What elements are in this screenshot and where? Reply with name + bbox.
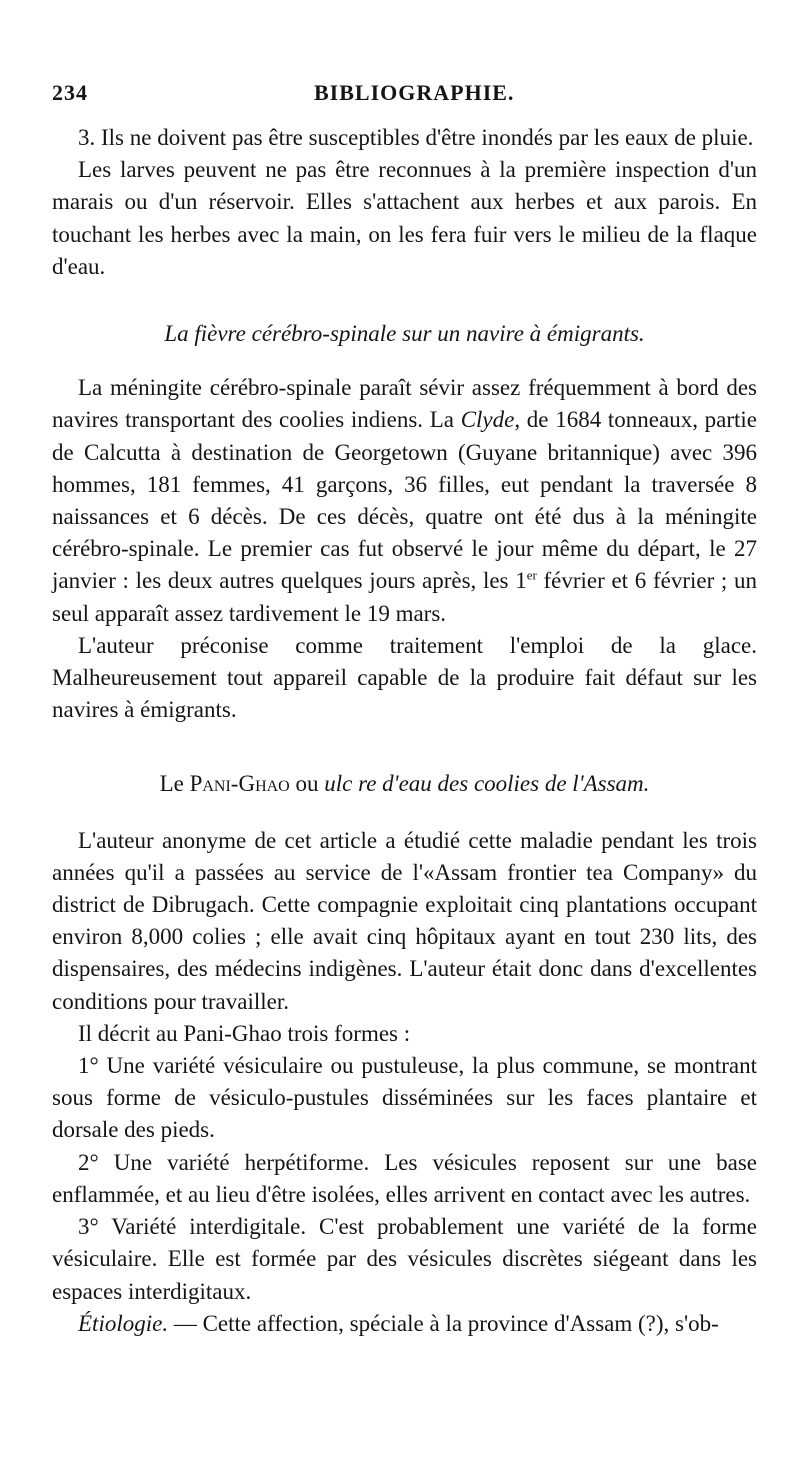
paragraph: L'auteur préconise comme traitement l'emploi de la glace. Malheureusement tout appareil capable de la produire fait défaut sur les navires à émigrants. — [52, 632, 757, 723]
title-part: ulc re d'eau des coolies de l'Assam. — [324, 771, 650, 797]
body-text — [52, 122, 757, 1340]
text-run: La méningite cérébro-spinale paraît sévir assez fréquemment à bord des navires transportant des coolies indiens. La — [52, 375, 757, 433]
paragraph: Les larves peuvent ne pas être reconnues à la première inspection d'un marais ou d'un réservoir. Elles s'attachent aux herbes et aux parois. En touchant les herbes avec la main, on les fera fuir vers le milieu de la flaque d'eau. — [52, 157, 757, 279]
paragraph: 3° Variété interdigitale. C'est probablement une variété de la forme vésiculaire. Elle est formée par des vésicules discrètes siégeant dans les espaces interdigitaux. — [52, 1214, 757, 1304]
title-part: Pani-Ghao — [189, 771, 290, 797]
paragraph: 1° Une variété vésiculaire ou pustuleuse, la plus commune, se montrant sous forme de vésiculo-pustules disséminées sur les faces plantaire et dorsale des pieds. — [52, 1053, 757, 1143]
paragraph — [52, 372, 757, 630]
section-title-cerebro-spinal: La fièvre cérébro-spinale sur un navire à émigrants. — [164, 321, 645, 347]
paragraph: Il décrit au Pani-Ghao trois formes : — [78, 1020, 411, 1046]
title-part: ou — [289, 771, 325, 797]
running-title: BIBLIOGRAPHIE. — [314, 80, 515, 105]
text-run: — Cette affection, spéciale à la province d'Assam (?), s'ob- — [168, 1310, 719, 1336]
text-run: , de 1684 tonneaux, partie de Calcutta à destination de Georgetown (Guyane britannique) avec 396 hommes, 181 femmes, 41 garçons, 36 filles, eut pendant la traversée 8 naissances et 6 décès. De ces décès, quatre ont été dus à la méningite cérébro-spinale. Le premier cas fut observé le jour même du départ, le 27 janvier : les deux autres quelques jours après, les 1 — [52, 407, 758, 594]
paragraph: 2° Une variété herpétiforme. Les vésicules reposent sur une base enflammée, et au lieu d'être isolées, elles arrivent en contact avec les autres. — [52, 1149, 757, 1207]
ship-name: Clyde — [460, 407, 515, 433]
text-run: février et 6 février ; un seul apparaît assez tardivement le 19 mars. — [52, 568, 757, 626]
paragraph: L'auteur anonyme de cet article a étudié cette maladie pendant les trois années qu'il a passées au service de l'«Assam frontier tea Company» du district de Dibrugach. Cette compagnie exploitait cinq plantations occupant environ 8,000 colies ; elle avait cinq hôpitaux ayant en tout 230 lits, des dispensaires, des médecins indigènes. L'auteur était donc dans d'excellentes conditions pour travailler. — [52, 827, 757, 1014]
paragraph-label: Étiologie. — [78, 1310, 169, 1336]
paragraph — [52, 1308, 757, 1340]
section-title-pani-ghao — [52, 768, 757, 800]
running-head — [52, 80, 757, 110]
superscript: er — [526, 567, 537, 583]
title-part: Le — [159, 771, 190, 797]
page-number: 234 — [52, 80, 88, 105]
paragraph: 3. Ils ne doivent pas être susceptibles d'être inondés par les eaux de pluie. — [78, 125, 754, 150]
